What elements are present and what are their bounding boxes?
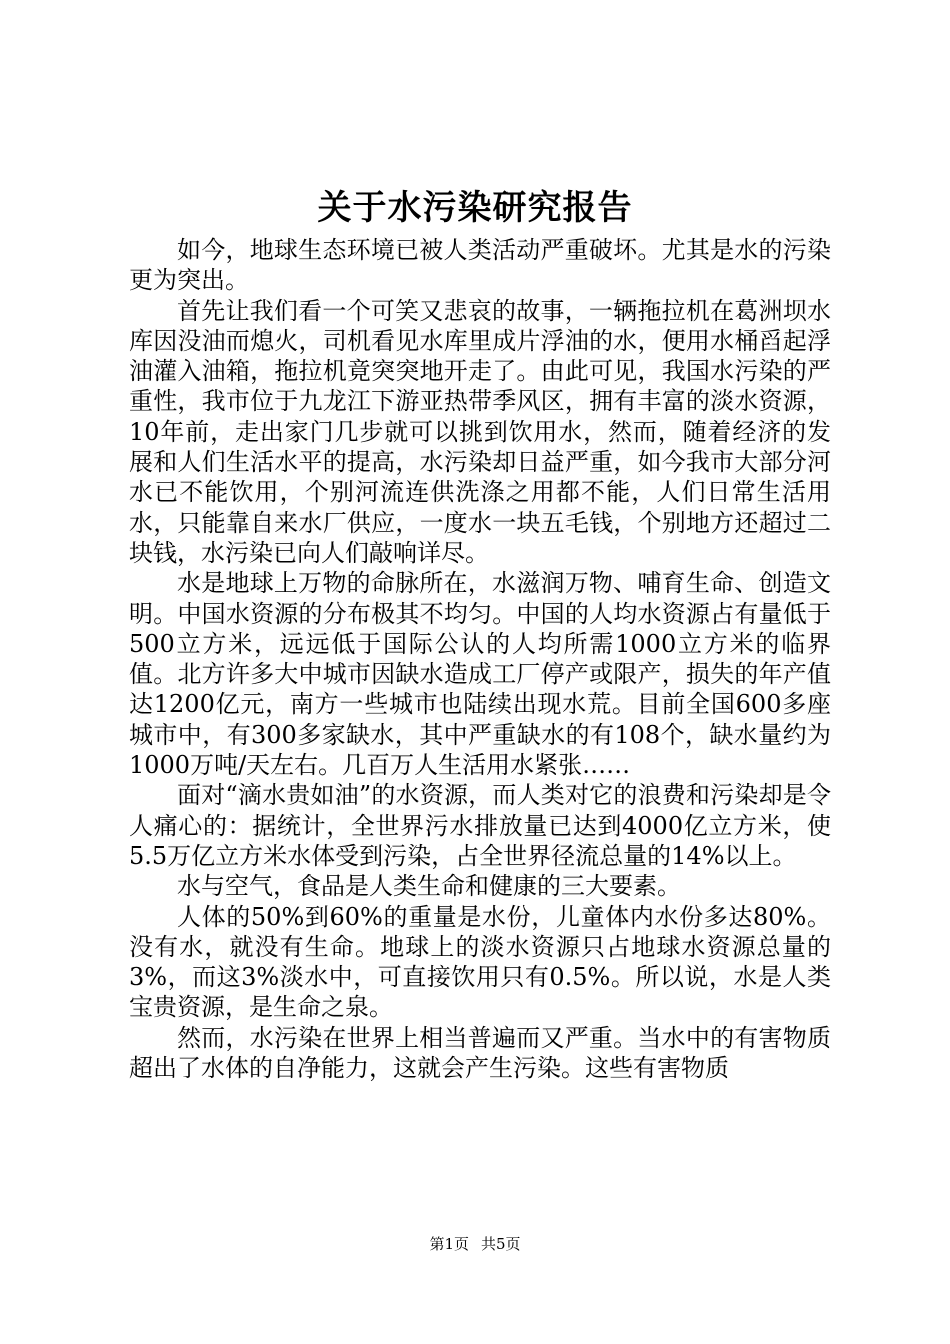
paragraph-7: 然而，水污染在世界上相当普遍而又严重。当水中的有害物质超出了水体的自净能力，这就会产生污染。这些有害物质 (129, 1023, 831, 1083)
paragraph-5: 水与空气，食品是人类生命和健康的三大要素。 (177, 872, 681, 901)
document-body (129, 235, 831, 1083)
paragraph-2: 首先让我们看一个可笑又悲哀的故事，一辆拖拉机在葛洲坝水库因没油而熄火，司机看见水库里成片浮油的水，便用水桶舀起浮油灌入油箱，拖拉机竟突突地开走了。由此可见，我国水污染的严重性，我市位于九龙江下游亚热带季风区，拥有丰富的淡水资源，10年前，走出家门几步就可以挑到饮用水，然而，随着经济的发展和人们生活水平的提高，水污染却日益严重，如今我市大部分河水已不能饮用，个别河流连供洗涤之用都不能，人们日常生活用水，只能靠自来水厂供应，一度水一块五毛钱，个别地方还超过二块钱，水污染已向人们敲响详尽。 (129, 296, 831, 567)
paragraph-1: 如今，地球生态环境已被人类活动严重破坏。尤其是水的污染更为突出。 (129, 236, 831, 295)
paragraph-4: 面对“滴水贵如油”的水资源，而人类对它的浪费和污染却是令人痛心的：据统计，全世界污水排放量已达到4000亿立方米，使5.5万亿立方米水体受到污染，占全世界径流总量的14%以上。 (129, 781, 831, 870)
page-footer (0, 1234, 950, 1254)
page-total: 共5页 (481, 1235, 521, 1253)
document-title: 关于水污染研究报告 (317, 188, 633, 228)
paragraph-3: 水是地球上万物的命脉所在，水滋润万物、哺育生命、创造文明。中国水资源的分布极其不均匀。中国的人均水资源占有量低于500立方米，远远低于国际公认的人均所需1000立方米的临界值。北方许多大中城市因缺水造成工厂停产或限产，损失的年产值达1200亿元，南方一些城市也陆续出现水荒。目前全国600多座城市中，有300多家缺水，其中严重缺水的有108个，缺水量约为1000万吨/天左右。几百万人生活用水紧张…… (129, 569, 831, 780)
page-number: 第1页 (429, 1235, 469, 1253)
paragraph-6: 人体的50%到60%的重量是水份，儿童体内水份多达80%。没有水，就没有生命。地球上的淡水资源只占地球水资源总量的3%，而这3%淡水中，可直接饮用只有0.5%。所以说，水是人类宝贵资源，是生命之泉。 (129, 902, 831, 1022)
